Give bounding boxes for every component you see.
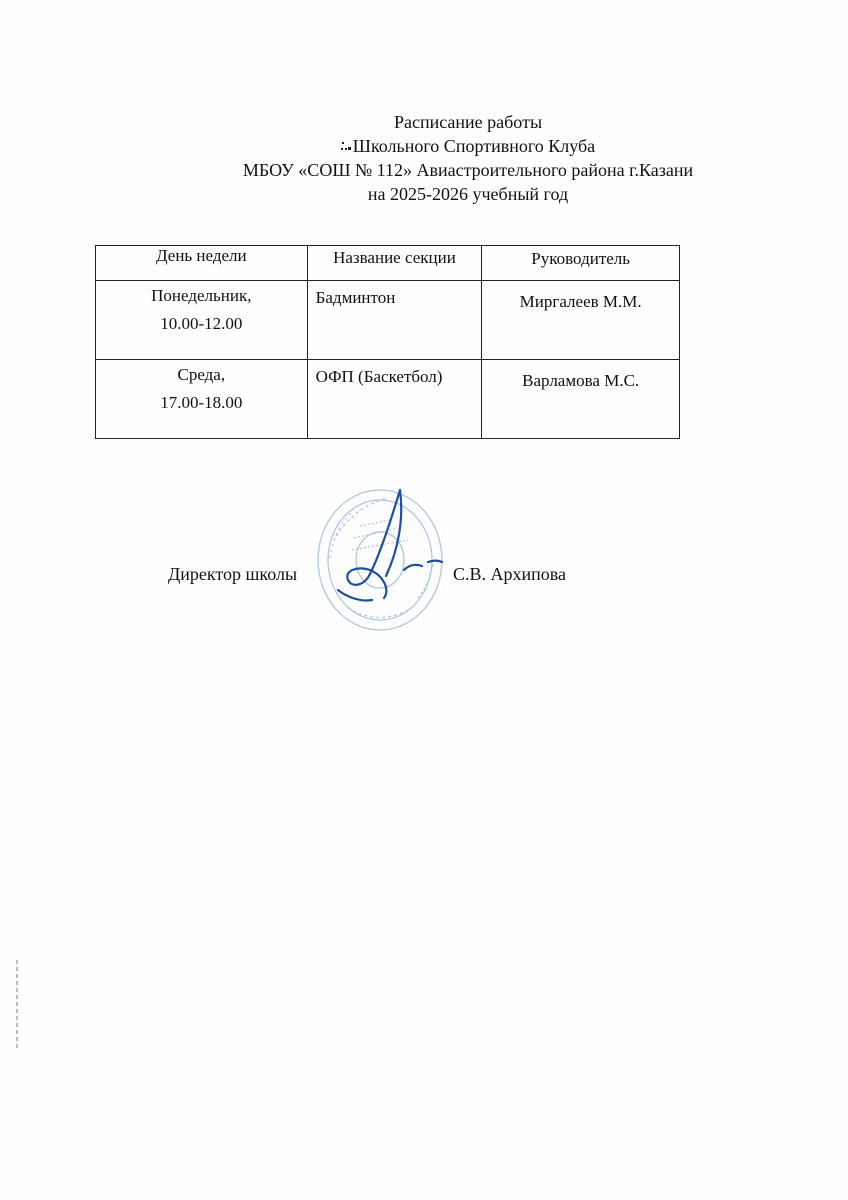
column-header-leader: Руководитель (482, 246, 680, 281)
scan-artifact-icon (14, 960, 20, 1050)
cell-day (96, 360, 308, 439)
column-header-section: Название секции (307, 246, 482, 281)
cell-section: Бадминтон (307, 281, 482, 360)
column-header-day: День недели (96, 246, 308, 281)
director-title: Директор школы (168, 564, 298, 584)
schedule-table (95, 245, 680, 439)
table-row (96, 281, 680, 360)
heading-line-1: Расписание работы (393, 112, 543, 132)
day-time: 17.00-18.00 (160, 393, 243, 412)
heading-line-3: МБОУ «СОШ № 112» Авиастроительного района г.Казани (242, 160, 694, 180)
cell-section: ОФП (Баскетбол) (307, 360, 482, 439)
stray-mark-icon (341, 139, 351, 153)
day-time: 10.00-12.00 (160, 314, 243, 333)
school-stamp-icon (308, 478, 458, 638)
cell-leader: Варламова М.С. (482, 360, 680, 439)
day-name: Понедельник, (151, 286, 252, 305)
heading-line-4: на 2025-2026 учебный год (367, 184, 569, 204)
table-row (96, 360, 680, 439)
table-header-row (96, 246, 680, 281)
heading-line-2 (0, 134, 848, 158)
day-name: Среда, (177, 365, 226, 384)
cell-day (96, 281, 308, 360)
document-heading (0, 110, 848, 206)
cell-leader: Миргалеев М.М. (482, 281, 680, 360)
director-name: С.В. Архипова (453, 564, 567, 584)
heading-club-name: Школьного Спортивного Клуба (352, 136, 596, 156)
